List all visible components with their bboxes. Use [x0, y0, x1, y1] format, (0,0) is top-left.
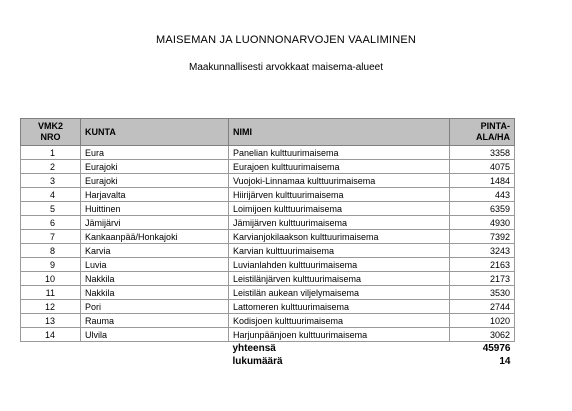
count-label: lukumäärä [232, 355, 283, 367]
cell-pinta-ala: 1484 [450, 174, 515, 188]
table-row [21, 160, 515, 174]
header-nro [21, 119, 81, 146]
total-value: 45976 [482, 342, 511, 354]
cell-pinta-ala: 3062 [450, 328, 515, 342]
count-value: 14 [499, 355, 511, 367]
cell-nimi: Jämijärven kulttuurimaisema [229, 216, 450, 230]
table-row [21, 174, 515, 188]
table-row [21, 244, 515, 258]
cell-nro: 14 [21, 328, 81, 342]
table-row [21, 272, 515, 286]
cell-nimi: Karvianjokilaakson kulttuurimaisema [229, 230, 450, 244]
header-nro-line2: NRO [40, 132, 61, 142]
cell-pinta-ala: 443 [450, 188, 515, 202]
cell-kunta: Luvia [81, 258, 229, 272]
cell-nro: 2 [21, 160, 81, 174]
header-kunta: KUNTA [81, 119, 229, 146]
count-row [21, 355, 515, 368]
cell-nimi: Loimijoen kulttuurimaisema [229, 202, 450, 216]
cell-kunta: Eurajoki [81, 174, 229, 188]
cell-pinta-ala: 1020 [450, 314, 515, 328]
cell-nro: 5 [21, 202, 81, 216]
document-subtitle: Maakunnallisesti arvokkaat maisema-alueet [189, 62, 383, 73]
cell-nimi: Lattomeren kulttuurimaisema [229, 300, 450, 314]
cell-nro: 8 [21, 244, 81, 258]
cell-nro: 1 [21, 146, 81, 160]
cell-nimi: Eurajoen kulttuurimaisema [229, 160, 450, 174]
cell-nro: 3 [21, 174, 81, 188]
landscape-areas-table [20, 118, 515, 368]
cell-kunta: Jämijärvi [81, 216, 229, 230]
table-row [21, 230, 515, 244]
cell-nro: 9 [21, 258, 81, 272]
header-pinta-line1: PINTA- [480, 121, 510, 131]
cell-nimi: Panelian kulttuurimaisema [229, 146, 450, 160]
cell-kunta: Nakkila [81, 286, 229, 300]
cell-pinta-ala: 4930 [450, 216, 515, 230]
cell-kunta: Eura [81, 146, 229, 160]
header-pinta-line2: ALA/HA [476, 132, 510, 142]
table-row [21, 328, 515, 342]
cell-nro: 10 [21, 272, 81, 286]
cell-nro: 13 [21, 314, 81, 328]
cell-pinta-ala: 2744 [450, 300, 515, 314]
cell-kunta: Pori [81, 300, 229, 314]
cell-nimi: Leistilän aukean viljelymaisema [229, 286, 450, 300]
cell-kunta: Harjavalta [81, 188, 229, 202]
cell-kunta: Ulvila [81, 328, 229, 342]
cell-nro: 7 [21, 230, 81, 244]
table-row [21, 258, 515, 272]
table-row [21, 188, 515, 202]
cell-nro: 4 [21, 188, 81, 202]
cell-nimi: Vuojoki-Linnamaa kulttuurimaisema [229, 174, 450, 188]
document-title: MAISEMAN JA LUONNONARVOJEN VAALIMINEN [155, 34, 417, 46]
table-row [21, 146, 515, 160]
cell-pinta-ala: 2173 [450, 272, 515, 286]
cell-nimi: Harjunpäänjoen kulttuurimaisema [229, 328, 450, 342]
cell-pinta-ala: 3243 [450, 244, 515, 258]
table-row [21, 216, 515, 230]
cell-nro: 11 [21, 286, 81, 300]
cell-pinta-ala: 6359 [450, 202, 515, 216]
cell-nimi: Hiirijärven kulttuurimaisema [229, 188, 450, 202]
cell-kunta: Karvia [81, 244, 229, 258]
total-label: yhteensä [232, 342, 276, 354]
cell-pinta-ala: 3358 [450, 146, 515, 160]
total-row [21, 342, 515, 356]
cell-pinta-ala: 2163 [450, 258, 515, 272]
cell-nro: 6 [21, 216, 81, 230]
cell-nimi: Luvianlahden kulttuurimaisema [229, 258, 450, 272]
cell-nro: 12 [21, 300, 81, 314]
table-row [21, 286, 515, 300]
cell-kunta: Huittinen [81, 202, 229, 216]
cell-nimi: Kodisjoen kulttuurimaisema [229, 314, 450, 328]
cell-pinta-ala: 7392 [450, 230, 515, 244]
table-row [21, 202, 515, 216]
header-nimi: NIMI [229, 119, 450, 146]
cell-pinta-ala: 4075 [450, 160, 515, 174]
header-pinta-ala [450, 119, 515, 146]
header-nro-line1: VMK2 [37, 121, 63, 131]
table-row [21, 314, 515, 328]
cell-kunta: Kankaanpää/Honkajoki [81, 230, 229, 244]
cell-pinta-ala: 3530 [450, 286, 515, 300]
cell-nimi: Karvian kulttuurimaisema [229, 244, 450, 258]
cell-nimi: Leistilänjärven kulttuurimaisema [229, 272, 450, 286]
cell-kunta: Nakkila [81, 272, 229, 286]
cell-kunta: Rauma [81, 314, 229, 328]
table-header-row [21, 119, 515, 146]
cell-kunta: Eurajoki [81, 160, 229, 174]
table-row [21, 300, 515, 314]
